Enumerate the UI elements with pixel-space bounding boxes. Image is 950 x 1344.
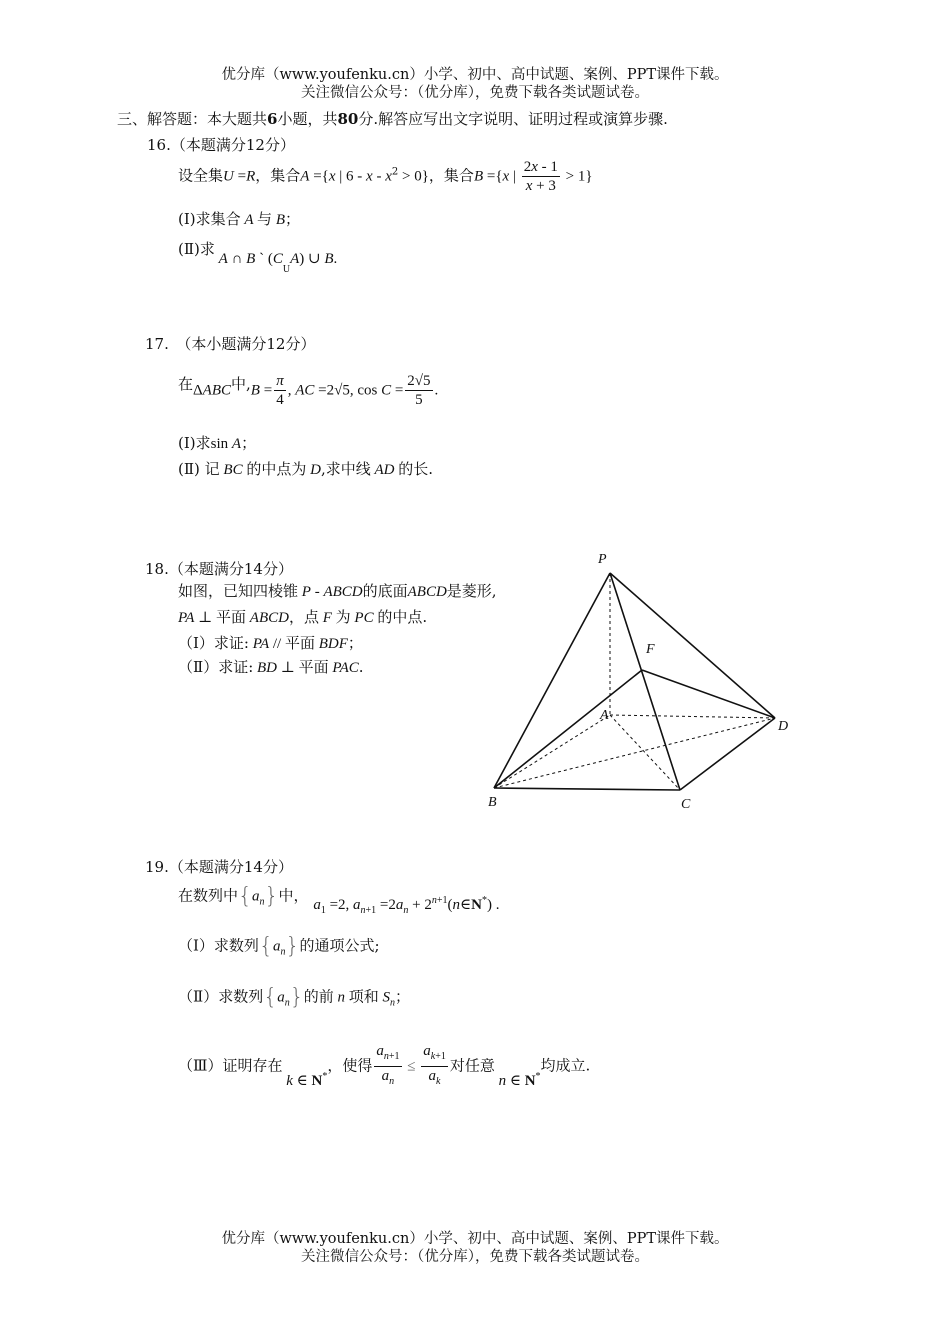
- q19-ratio-right: $\frac{a_{k+1}}{a_k}$: [423, 1043, 446, 1087]
- q18-part2: （Ⅱ）求证: BD ⊥ 平面 PAC.: [178, 658, 364, 676]
- edge-BF: [494, 670, 642, 788]
- label-B: B: [488, 795, 497, 810]
- q19-ratio-left: $\frac{a_{n+1}}{a_n}$: [376, 1043, 400, 1087]
- edge-BA: [494, 715, 610, 788]
- edge-PD: [610, 573, 775, 718]
- label-F: F: [646, 642, 655, 657]
- label-C: C: [681, 797, 691, 812]
- header-line-1: 优分库（www.youfenku.cn）小学、初中、高中试题、案例、PPT课件下载。: [221, 67, 729, 83]
- q17-part2: (Ⅱ) 记 BC 的中点为 D,求中线 AD 的长.: [178, 460, 434, 478]
- edge-PC: [610, 573, 680, 790]
- q17-part1: (I)求sin A；: [178, 434, 257, 452]
- header-line-2: 关注微信公众号：（优分库），免费下载各类试题试卷。: [301, 85, 649, 101]
- q18-title: 18.（本题满分14分）: [145, 560, 293, 578]
- q18-part1: （Ⅰ）求证: PA // 平面 BDF；: [178, 634, 363, 652]
- q16-fraction: $\frac{2x - 1}{x + 3}$: [523, 159, 558, 194]
- label-P: P: [598, 552, 607, 567]
- q17-stem: 在ΔABC中,B = $\frac{\pi}{4}$ , AC =2√5, cos C = $\frac{2√5}{5}$ .: [178, 373, 439, 408]
- footer-line-2: 关注微信公众号：（优分库），免费下载各类试题试卷。: [301, 1249, 649, 1265]
- q19-title: 19.（本题满分14分）: [145, 858, 293, 876]
- pyramid-figure: [470, 545, 800, 815]
- q18-line1: 如图，已知四棱锥 P - ABCD的底面ABCD是菱形,: [178, 582, 497, 600]
- label-A: A: [600, 708, 609, 723]
- q19-part3: （Ⅲ）证明存在 k ∈ N*，使得 $\frac{a_{n+1}}{a_n}$ ≤ $\frac{a_{k+1}}{a_k}$ 对任意 n ∈ N*均成立.: [178, 1042, 590, 1091]
- edge-CD: [680, 718, 775, 790]
- q17-title: 17. （本小题满分12分）: [145, 335, 316, 353]
- q19-part1: （Ⅰ）求数列$\{a_n\}$的通项公式;: [178, 934, 380, 959]
- q16-stem: 设全集U =R，集合A ={x | $6 - x - x^2 > 0$}，集合B ={x | $\frac{2x - 1}{x + 3}$ > 1}: [178, 159, 593, 194]
- edge-PB: [494, 573, 610, 788]
- diagonal-BD: [494, 718, 775, 788]
- section-heading: 三、解答题：本大题共6小题，共80分.解答应写出文字说明、证明过程或演算步骤.: [117, 110, 668, 128]
- q19-stem: 在数列中$\{a_n\}$中， $a_1 =2$, $a_{n+1} =2a_n$ + $2^{n+1}(n\in N^*)$ .: [178, 884, 500, 916]
- q17-fraction-cos: $\frac{2√5}{5}$: [407, 373, 431, 408]
- edge-AD: [610, 715, 775, 718]
- q16-part1: (I)求集合 A 与 B；: [178, 210, 300, 228]
- q16-part2: (Ⅱ)求 A ∩ B ` $(C_UA)$ ∪ B.: [178, 240, 338, 275]
- q16-title: 16.（本题满分12分）: [147, 136, 295, 154]
- edge-BC: [494, 788, 680, 790]
- diagonal-AC: [610, 715, 680, 790]
- q19-part2: （Ⅱ）求数列$\{a_n\}$的前 n 项和 $S_n$；: [178, 985, 410, 1010]
- edge-FD: [642, 670, 775, 718]
- label-D: D: [778, 719, 789, 734]
- q17-fraction-pi: $\frac{\pi}{4}$: [276, 373, 284, 408]
- footer-line-1: 优分库（www.youfenku.cn）小学、初中、高中试题、案例、PPT课件下载。: [221, 1231, 729, 1247]
- q18-line2: PA ⊥ 平面 ABCD，点 F 为 PC 的中点.: [178, 608, 428, 626]
